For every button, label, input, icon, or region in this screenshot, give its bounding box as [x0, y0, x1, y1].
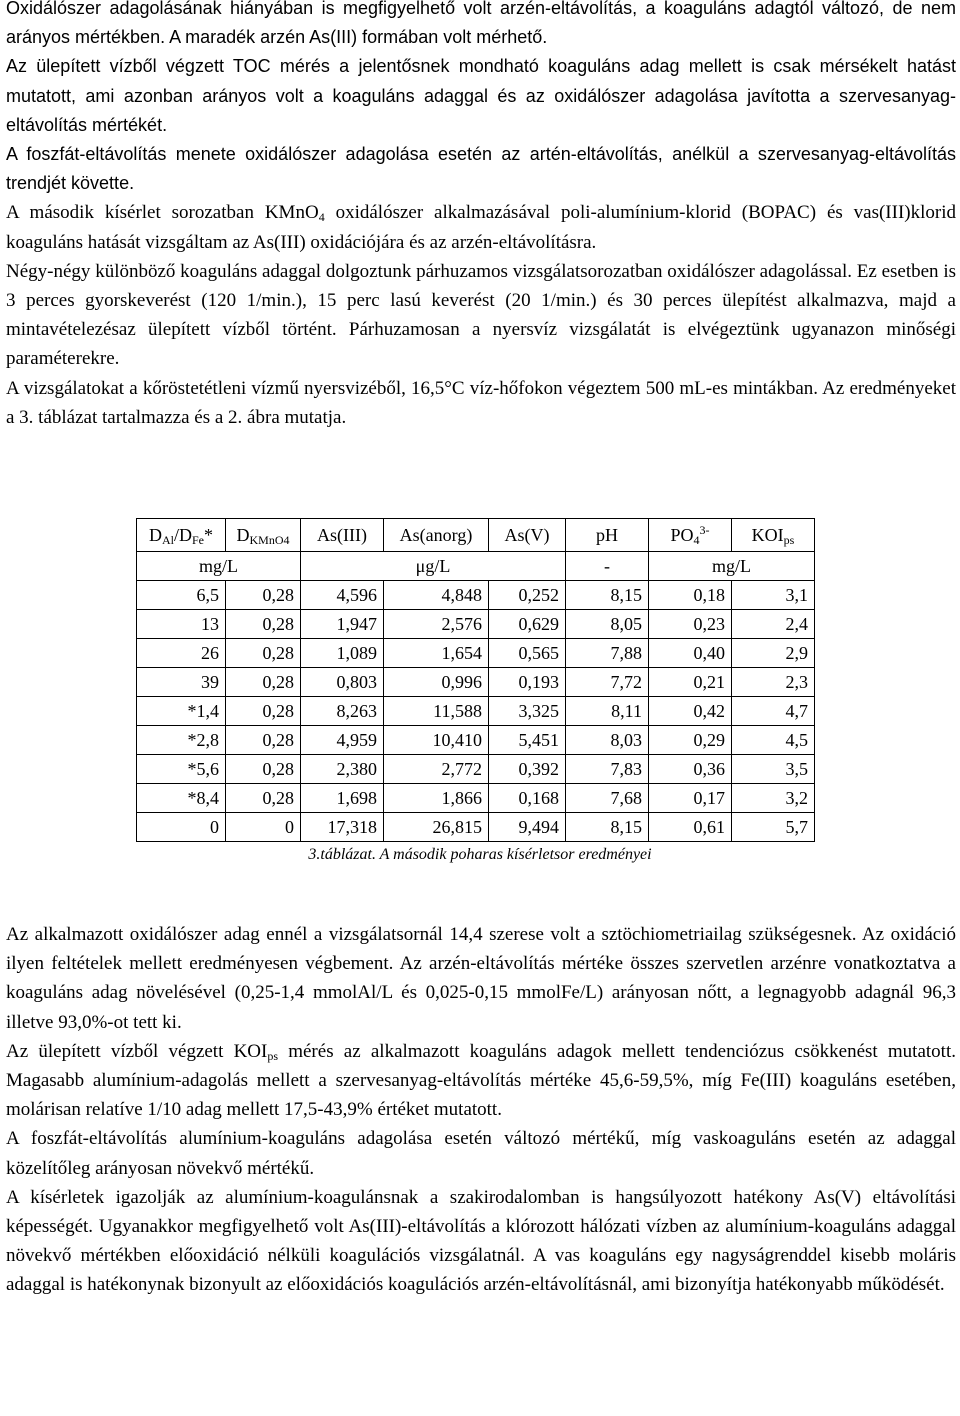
table-cell: 0,565	[489, 639, 566, 668]
table-cell: 0,996	[384, 668, 489, 697]
table-cell: 0,252	[489, 581, 566, 610]
header-as-anorg: As(anorg)	[384, 519, 489, 552]
header-ph: pH	[566, 519, 649, 552]
table-caption: 3.táblázat. A második poharas kísérletsor eredményei	[308, 846, 652, 863]
table-cell: 0,40	[649, 639, 732, 668]
table-cell: 0,392	[489, 755, 566, 784]
table-cell: 0,629	[489, 610, 566, 639]
table-cell: 8,15	[566, 813, 649, 842]
table-cell: 0,193	[489, 668, 566, 697]
table-cell: *2,8	[137, 726, 226, 755]
table-cell: 8,05	[566, 610, 649, 639]
table-cell: 1,654	[384, 639, 489, 668]
unit-dash: -	[566, 552, 649, 581]
paragraph-6: A vizsgálatokat a kőröstetétleni vízmű nyersvizéből, 16,5°C víz-hőfokon végeztem 500 mL-es mintákban. Az eredményeket a 3. táblázat tartalmazza és a 2. ábra mutatja.	[6, 377, 956, 428]
table-cell: 7,72	[566, 668, 649, 697]
document-page	[6, 0, 956, 432]
paragraph-5: Négy-négy különböző koaguláns adaggal dolgoztunk párhuzamos vizsgálatsorozatban oxidálószer adagolással. Ez esetben is 3 perces gyorskeverést (120 1/min.), 15 perc lasú keverést (20 1/min.) és 30 perces ülepítést alkalmazva, majd a mintavételezésaz ülepített vízből történt. Párhuzamosan a nyersvíz vizsgálatát is elvégeztünk ugyanazon minőségi paraméterekre.	[6, 260, 956, 370]
table-cell: 0,29	[649, 726, 732, 755]
paragraph-9: A foszfát-eltávolítás alumínium-koaguláns adagolása esetén változó mértékű, míg vaskoaguláns esetén az adaggal közelítőleg arányosan növekvő mértékű.	[6, 1128, 956, 1179]
table-cell: 7,83	[566, 755, 649, 784]
table-cell: 1,866	[384, 784, 489, 813]
table-cell: 7,68	[566, 784, 649, 813]
unit-ug-l: μg/L	[301, 552, 566, 581]
table-cell: 6,5	[137, 581, 226, 610]
table-cell: *1,4	[137, 697, 226, 726]
table-cell: 1,947	[301, 610, 384, 639]
unit-mg-l-2: mg/L	[649, 552, 815, 581]
table-cell: 0,28	[226, 697, 301, 726]
paragraph-8: Az ülepített vízből végzett $KOI_{ps}$ mérés az alkalmazott koaguláns adagok mellett tendenciózus csökkenést mutatott. Magasabb alumínium-adagolás mellett a szervesanyag-eltávolítás mértéke 45,6-59,5%, míg Fe(III) koaguláns esetében, molárisan relatíve 1/10 adag mellett 17,5-43,9% értéket mutatott.	[6, 1040, 956, 1121]
table-cell: *5,6	[137, 755, 226, 784]
table-cell: 11,588	[384, 697, 489, 726]
table-units-row	[137, 552, 815, 581]
header-koi: $KOI_{ps}$	[732, 519, 815, 552]
table-cell: 8,15	[566, 581, 649, 610]
table-cell: 4,959	[301, 726, 384, 755]
header-dkmno4: $D_{KMnO4}$	[226, 519, 301, 552]
table-cell: 0,168	[489, 784, 566, 813]
paragraph-3: A foszfát-eltávolítás menete oxidálószer adagolása esetén az artén-eltávolítás, anélkül a szervesanyag-eltávolítás trendjét követte.	[6, 144, 956, 194]
table-cell: 0,28	[226, 610, 301, 639]
table-cell: 0,28	[226, 784, 301, 813]
table-cell: 26,815	[384, 813, 489, 842]
table-body	[137, 581, 815, 842]
results-table-wrapper	[136, 518, 815, 863]
table-cell: 0,18	[649, 581, 732, 610]
table-cell: 0,23	[649, 610, 732, 639]
table-cell: 10,410	[384, 726, 489, 755]
table-row	[137, 726, 815, 755]
table-row	[137, 639, 815, 668]
header-dal-dfe: $D_{Al}/D_{Fe}*$	[137, 519, 226, 552]
paragraph-10: A kísérletek igazolják az alumínium-koagulánsnak a szakirodalomban is hangsúlyozott hatékony As(V) eltávolítási képességét. Ugyanakkor megfigyelhető volt As(III)-eltávolítás a klórozott hálózati vízben az alumínium-koaguláns adaggal növekvő mértékben előoxidáció nélküli koagulációs vizsgálatnál. A vas koaguláns egy nagyságrenddel kisebb moláris adaggal is hatékonynak bizonyult az előoxidációs koagulációs arzén-eltávolításnál, ami bizonyítja hatékonyabb működését.	[6, 1186, 956, 1296]
table-row	[137, 784, 815, 813]
table-cell: 39	[137, 668, 226, 697]
table-cell: 7,88	[566, 639, 649, 668]
table-cell: 8,03	[566, 726, 649, 755]
paragraph-4: A második kísérlet sorozatban KMnO$_4$ oxidálószer alkalmazásával poli-alumínium-klorid (BOPAC) és vas(III)klorid koaguláns hatását vizsgáltam az As(III) oxidációjára és az arzén-eltávolításra.	[6, 202, 957, 253]
table-cell: 9,494	[489, 813, 566, 842]
table-cell: 2,4	[732, 610, 815, 639]
table-cell: 0,28	[226, 755, 301, 784]
table-cell: 2,380	[301, 755, 384, 784]
lower-text	[6, 920, 956, 1300]
table-row	[137, 581, 815, 610]
table-cell: 1,698	[301, 784, 384, 813]
table-cell: 0,42	[649, 697, 732, 726]
table-cell: 0	[137, 813, 226, 842]
paragraph-7: Az alkalmazott oxidálószer adag ennél a vizsgálatsornál 14,4 szerese volt a sztöchiometriailag szükségesnek. Az oxidáció ilyen feltételek mellett eredményesen végbement. Az arzén-eltávolítás mértéke összes szervetlen arzénre vonatkoztatva a koaguláns adag növelésével (0,25-1,4 mmolAl/L és 0,025-0,15 mmolFe/L) arányosan nőtt, a legnagyobb adagnál 96,3 illetve 93,0%-ot tett ki.	[6, 924, 956, 1033]
paragraph-1: Oxidálószer adagolásának hiányában is megfigyelhető volt arzén-eltávolítás, a koaguláns adagtól változó, de nem arányos mértékben. A maradék arzén As(III) formában volt mérhető.	[6, 0, 956, 48]
table-cell: 4,596	[301, 581, 384, 610]
table-cell: *8,4	[137, 784, 226, 813]
table-cell: 0,28	[226, 726, 301, 755]
table-cell: 3,1	[732, 581, 815, 610]
table-header-row	[137, 519, 815, 552]
table-cell: 0	[226, 813, 301, 842]
table-cell: 8,11	[566, 697, 649, 726]
table-cell: 0,28	[226, 668, 301, 697]
table-cell: 4,7	[732, 697, 815, 726]
table-cell: 0,36	[649, 755, 732, 784]
table-cell: 0,61	[649, 813, 732, 842]
table-cell: 4,5	[732, 726, 815, 755]
paragraph-2: Az ülepített vízből végzett TOC mérés a jelentősnek mondható koaguláns adag mellett is csak mérsékelt hatást mutatott, ami azonban arányos volt a koaguláns adaggal és az oxidálószer adagolása javította a szervesanyag-eltávolítás mértékét.	[6, 56, 956, 135]
table-cell: 1,089	[301, 639, 384, 668]
table-cell: 2,9	[732, 639, 815, 668]
table-cell: 17,318	[301, 813, 384, 842]
header-as5: As(V)	[489, 519, 566, 552]
table-cell: 0,21	[649, 668, 732, 697]
table-row	[137, 668, 815, 697]
table-cell: 5,451	[489, 726, 566, 755]
table-cell: 2,3	[732, 668, 815, 697]
table-cell: 2,772	[384, 755, 489, 784]
unit-mg-l: mg/L	[137, 552, 301, 581]
table-row	[137, 755, 815, 784]
table-cell: 26	[137, 639, 226, 668]
table-row	[137, 813, 815, 842]
table-cell: 0,803	[301, 668, 384, 697]
table-cell: 8,263	[301, 697, 384, 726]
table-cell: 13	[137, 610, 226, 639]
table-cell: 5,7	[732, 813, 815, 842]
table-row	[137, 697, 815, 726]
table-cell: 0,28	[226, 581, 301, 610]
table-cell: 3,2	[732, 784, 815, 813]
table-row	[137, 610, 815, 639]
table-cell: 3,5	[732, 755, 815, 784]
header-as3: As(III)	[301, 519, 384, 552]
results-table	[136, 518, 815, 842]
table-cell: 4,848	[384, 581, 489, 610]
table-cell: 0,28	[226, 639, 301, 668]
table-cell: 2,576	[384, 610, 489, 639]
table-cell: 0,17	[649, 784, 732, 813]
table-cell: 3,325	[489, 697, 566, 726]
header-po4: $PO_4^{3-}$	[649, 519, 732, 552]
